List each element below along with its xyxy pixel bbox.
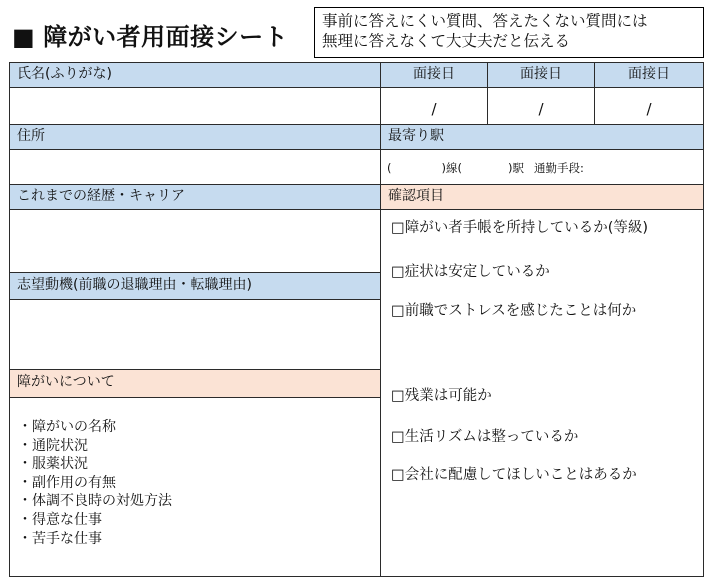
note-box <box>314 7 704 58</box>
checklist-item[interactable]: □残業は可能か <box>391 388 492 404</box>
list-item: ・苦手な仕事 <box>18 530 102 547</box>
row-line <box>9 397 381 398</box>
confirm-header: 確認項目 <box>381 185 703 209</box>
station-open-paren: ( <box>387 161 392 175</box>
motivation-header: 志望動機(前職の退職理由・転職理由) <box>10 273 380 299</box>
row-line <box>9 124 704 125</box>
checklist-item[interactable]: □症状は安定しているか <box>391 264 550 280</box>
list-item: ・得意な仕事 <box>18 511 102 528</box>
station-suffix: )駅 <box>507 161 524 175</box>
checklist-item[interactable]: □障がい者手帳を所持しているか(等級) <box>391 220 649 236</box>
sheet-title-text: 障がい者用面接シート <box>43 23 289 51</box>
row-line <box>9 299 381 300</box>
list-item: ・障がいの名称 <box>18 419 116 435</box>
row-line <box>9 209 704 210</box>
career-header: これまでの経歴・キャリア <box>10 185 380 209</box>
center-divider <box>380 62 381 577</box>
checklist-item[interactable]: □前職でストレスを感じたことは何か <box>391 303 637 319</box>
note-line-1: 事前に答えにくい質問、答えたくない質問には <box>322 12 648 30</box>
date-slash-3: / <box>646 100 652 118</box>
interview-date-header-3: 面接日 <box>595 63 703 87</box>
list-item: ・通院状況 <box>18 437 88 454</box>
line-suffix: )線( <box>441 161 462 175</box>
list-item: ・服薬状況 <box>18 456 88 473</box>
date-slash-1: / <box>431 100 437 118</box>
disability-list <box>18 418 172 548</box>
list-item: ・体調不良時の対処方法 <box>18 493 172 510</box>
disability-header: 障がいについて <box>10 370 380 397</box>
date-divider-2 <box>594 62 595 124</box>
checklist-item[interactable]: □生活リズムは整っているか <box>391 429 579 445</box>
transport-label: 通勤手段: <box>533 161 584 175</box>
list-item: ・副作用の有無 <box>18 474 116 491</box>
interview-date-header-2: 面接日 <box>488 63 594 87</box>
name-header: 氏名(ふりがな) <box>10 63 380 87</box>
address-header: 住所 <box>10 125 380 149</box>
row-line <box>9 87 704 88</box>
row-line <box>9 149 704 150</box>
square-icon: ■ <box>12 23 36 51</box>
date-divider-1 <box>487 62 488 124</box>
row-line <box>9 272 381 273</box>
interview-date-header-1: 面接日 <box>381 63 487 87</box>
row-line <box>9 184 704 185</box>
row-line <box>9 369 381 370</box>
nearest-station-header: 最寄り駅 <box>381 125 703 149</box>
note-line-2: 無理に答えなくて大丈夫だと伝える <box>322 32 571 50</box>
sheet-title <box>12 17 288 52</box>
date-slash-2: / <box>538 100 544 118</box>
checklist-item[interactable]: □会社に配慮してほしいことはあるか <box>391 467 637 483</box>
